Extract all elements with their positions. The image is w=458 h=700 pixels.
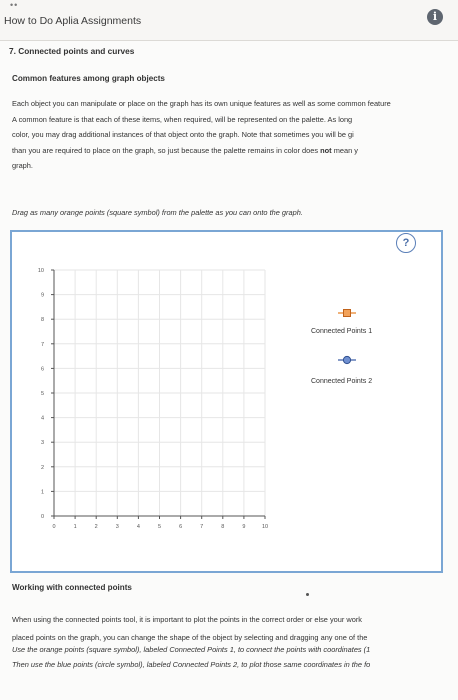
common-features-paragraph (12, 96, 458, 174)
x-tick-label: 8 (221, 524, 225, 530)
palette-tool-connected-points-2[interactable] (338, 352, 356, 370)
use-instruction-line: Use the orange points (square symbol), labeled Connected Points 1, to connect the points with coordinates (1 (12, 645, 371, 654)
y-tick-label: 5 (40, 391, 44, 397)
palette-tool-connected-points-1[interactable] (338, 305, 356, 323)
y-tick-label: 10 (37, 268, 44, 274)
top-bar (0, 0, 458, 41)
paragraph-line: When using the connected points tool, it is important to plot the points in the correct order or else your work (12, 615, 363, 624)
use-instructions (12, 642, 458, 672)
palette-label-connected-points-2: Connected Points 2 (311, 378, 373, 385)
paragraph-line: A common feature is that each of these items, when required, will be represented on the palette. As long (12, 114, 353, 124)
x-tick-label: 7 (200, 524, 204, 530)
page-title: How to Do Aplia Assignments (4, 15, 142, 27)
question-title: 7. Connected points and curves (9, 46, 135, 56)
paragraph-line: graph. (12, 161, 33, 170)
help-icon[interactable]: ? (396, 233, 416, 253)
blue-circle-point-icon (338, 355, 356, 365)
x-tick-label: 6 (179, 524, 183, 530)
y-tick-label: 4 (40, 415, 44, 422)
paragraph-line: color, you may drag additional instances of that object onto the graph. Note that sometimes you will be gi (12, 130, 354, 139)
x-tick-label: 10 (261, 524, 269, 530)
y-tick-label: 9 (40, 292, 44, 299)
working-paragraph (12, 612, 458, 645)
paragraph-line: placed points on the graph, you can change the shape of the object by selecting and dragging any one of the (12, 632, 368, 642)
x-tick-label: 5 (157, 524, 162, 530)
palette-label-connected-points-1: Connected Points 1 (311, 328, 373, 335)
small-dot (306, 593, 309, 596)
y-tick-label: 7 (40, 341, 44, 348)
orange-square-point-icon (338, 308, 356, 318)
x-tick-label: 9 (242, 524, 246, 530)
y-tick-label: 6 (40, 366, 44, 373)
x-tick-label: 1 (73, 524, 77, 530)
bold-not: not (320, 145, 332, 155)
common-features-heading: Common features among graph objects (12, 74, 165, 83)
paragraph-line-text: than you are required to place on the graph, so just because the palette remains in color does (12, 145, 321, 155)
drag-instruction: Drag as many orange points (square symbol) from the palette as you can onto the graph. (12, 208, 303, 217)
x-tick-label: 3 (115, 524, 119, 530)
x-tick-label: 4 (136, 524, 140, 530)
assignment-content (0, 41, 458, 700)
y-tick-label: 8 (40, 317, 44, 324)
y-tick-label: 0 (40, 514, 44, 520)
paragraph-line: Each object you can manipulate or place on the graph has its own unique features as well as some common feature (12, 99, 391, 108)
use-instruction-line: Then use the blue points (circle symbol), labeled Connected Points 2, to plot those same coordinates in the fo (12, 660, 371, 669)
x-tick-label: 2 (94, 524, 98, 530)
y-tick-label: 3 (40, 440, 44, 447)
paragraph-line-tail: mean y (331, 145, 358, 155)
top-dots: •• (10, 0, 19, 10)
x-tick-label: 0 (52, 524, 56, 530)
graph-plot-area[interactable] (12, 232, 441, 571)
working-heading: Working with connected points (12, 583, 132, 592)
info-icon[interactable]: i (427, 9, 443, 25)
paragraph-line (12, 143, 458, 159)
y-tick-label: 2 (40, 464, 44, 471)
y-tick-label: 1 (40, 489, 44, 496)
graph-panel (10, 230, 443, 573)
